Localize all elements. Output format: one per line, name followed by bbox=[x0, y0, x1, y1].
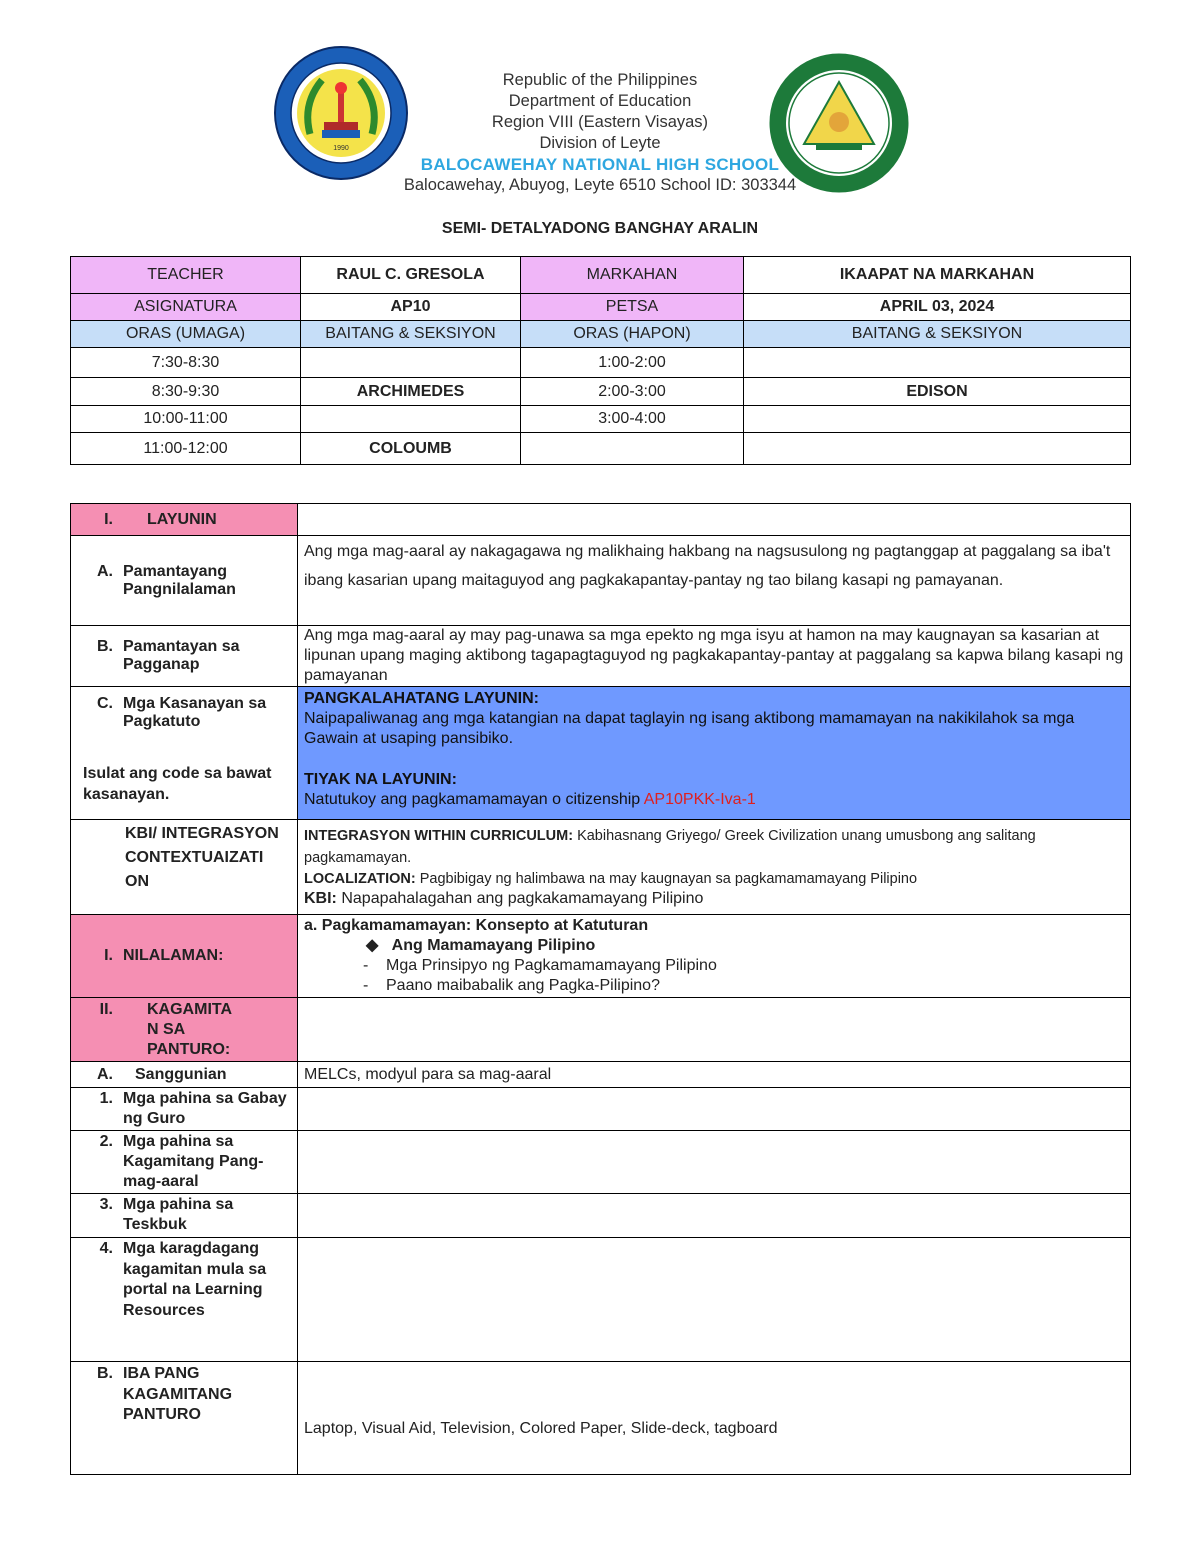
sanggunian-text: MELCs, modyul para sa mag-aaral bbox=[298, 1062, 1131, 1088]
learning-resources-empty bbox=[298, 1238, 1131, 1362]
document-title: SEMI- DETALYADONG BANGHAY ARALIN bbox=[441, 220, 759, 237]
letterhead-line-3: Region VIII (Eastern Visayas) bbox=[491, 113, 709, 131]
gabay-guro-empty bbox=[298, 1088, 1131, 1131]
pamantayang-pangnilalaman-label: A. Pamantayang Pangnilalaman bbox=[71, 536, 298, 626]
col-oras-hapon: ORAS (HAPON) bbox=[521, 321, 744, 348]
gabay-guro-label: 1. Mga pahina sa Gabay ng Guro bbox=[71, 1088, 298, 1131]
competency-code: AP10PKK-Iva-1 bbox=[643, 791, 756, 808]
kagamitang-mag-aaral-label: 2. Mga pahina sa Kagamitang Pang-mag-aaral bbox=[71, 1131, 298, 1194]
am-section: COLOUMB bbox=[301, 433, 521, 465]
pm-time: 2:00-3:00 bbox=[521, 378, 744, 406]
asignatura-label: ASIGNATURA bbox=[71, 294, 301, 321]
petsa-value: APRIL 03, 2024 bbox=[744, 294, 1131, 321]
general-objective-heading: PANGKALAHATANG LAYUNIN: bbox=[304, 690, 539, 707]
kbi-label: KBI/ INTEGRASYON CONTEXTUAIZATI ON bbox=[71, 820, 298, 915]
pamantayan-sa-pagganap-label: B. Pamantayan sa Pagganap bbox=[71, 626, 298, 687]
pm-section bbox=[744, 433, 1131, 465]
am-section bbox=[301, 348, 521, 378]
schedule-row bbox=[71, 378, 1131, 406]
kagamitan-header: II. KAGAMITA N SA PANTURO: bbox=[71, 998, 298, 1062]
specific-objective-text: Natutukoy ang pagkamamamayan o citizenship bbox=[304, 791, 644, 808]
info-table bbox=[70, 256, 1131, 465]
am-time: 11:00-12:00 bbox=[71, 433, 301, 465]
am-time: 7:30-8:30 bbox=[71, 348, 301, 378]
kasanayan-note: Isulat ang code sa bawat kasanayan. bbox=[83, 765, 272, 803]
school-name: BALOCAWEHAY NATIONAL HIGH SCHOOL bbox=[420, 155, 780, 174]
col-baitang-am: BAITANG & SEKSIYON bbox=[301, 321, 521, 348]
pm-time: 3:00-4:00 bbox=[521, 406, 744, 433]
schedule-row bbox=[71, 406, 1131, 433]
svg-text:1990: 1990 bbox=[333, 145, 349, 152]
am-time: 10:00-11:00 bbox=[71, 406, 301, 433]
am-section bbox=[301, 406, 521, 433]
localization-line: LOCALIZATION: Pagbibigay ng halimbawa na may kaugnayan sa pagkamamamayang Pilipino bbox=[304, 871, 918, 887]
layunin-empty bbox=[298, 504, 1131, 536]
col-baitang-pm: BAITANG & SEKSIYON bbox=[744, 321, 1131, 348]
kbi-line: KBI: Napapahalagahan ang pagkakamamayang Pilipino bbox=[304, 890, 704, 907]
markahan-value: IKAAPAT NA MARKAHAN bbox=[744, 257, 1131, 294]
iba-pang-kagamitan-label: B. IBA PANG KAGAMITANG PANTURO bbox=[71, 1362, 298, 1475]
teskbuk-empty bbox=[298, 1194, 1131, 1238]
asignatura-value: AP10 bbox=[301, 294, 521, 321]
specific-objective bbox=[304, 790, 1124, 810]
pamantayang-pangnilalaman-text: Ang mga mag-aaral ay nakagagawa ng malikhaing hakbang na nagsusulong ng pagtanggap at paggalang sa iba't ibang kasarian upang maitaguyod ang pagkakapantay-pantay ng tao bilang kasapi ng pamayanan. bbox=[298, 536, 1131, 626]
kasanayan-content bbox=[298, 687, 1131, 820]
nilalaman-content bbox=[298, 915, 1131, 998]
kagamitang-mag-aaral-empty bbox=[298, 1131, 1131, 1194]
diamond-bullet-icon: ◆ bbox=[366, 937, 379, 954]
general-objective-text: Naipapaliwanag ang mga katangian na dapat taglayin ng isang aktibong mamamayan na nakikilahok sa mga Gawain at usaping pansibiko. bbox=[304, 710, 1075, 747]
schedule-row bbox=[71, 433, 1131, 465]
kbi-content bbox=[298, 820, 1131, 915]
am-section: ARCHIMEDES bbox=[301, 378, 521, 406]
letterhead-line-2: Department of Education bbox=[508, 92, 692, 110]
pm-section bbox=[744, 348, 1131, 378]
integrasyon-line: INTEGRASYON WITHIN CURRICULUM: Kabihasnang Griyego/ Greek Civilization unang umusbong ang salitang pagkamamayan. bbox=[304, 828, 1036, 866]
kasanayan-label: C. Mga Kasanayan sa Pagkatuto Isulat ang code sa bawat kasanayan. bbox=[71, 687, 298, 820]
teskbuk-label: 3. Mga pahina sa Teskbuk bbox=[71, 1194, 298, 1238]
nilalaman-header: I. NILALAMAN: bbox=[71, 915, 298, 998]
kagamitan-empty bbox=[298, 998, 1131, 1062]
teacher-label: TEACHER bbox=[71, 257, 301, 294]
letterhead-line-1: Republic of the Philippines bbox=[502, 71, 698, 89]
pm-time bbox=[521, 433, 744, 465]
specific-objective-heading: TIYAK NA LAYUNIN: bbox=[304, 771, 457, 788]
col-oras-umaga: ORAS (UMAGA) bbox=[71, 321, 301, 348]
iba-pang-kagamitan-text: Laptop, Visual Aid, Television, Colored Paper, Slide-deck, tagboard bbox=[298, 1362, 1131, 1475]
list-item: - Paano maibabalik ang Pagka-Pilipino? bbox=[386, 976, 1124, 996]
learning-resources-label: 4. Mga karagdagang kagamitan mula sa portal na Learning Resources bbox=[71, 1238, 298, 1362]
pamantayan-sa-pagganap-text: Ang mga mag-aaral ay may pag-unawa sa mga epekto ng mga isyu at hamon na may kaugnayan sa kasarian at lipunan upang maging aktibong tagapagtaguyod ng pagkakapantay-pantay at paggalang sa kapwa bilang kasapi ng pamayanan bbox=[298, 626, 1131, 687]
teacher-value: RAUL C. GRESOLA bbox=[301, 257, 521, 294]
markahan-label: MARKAHAN bbox=[521, 257, 744, 294]
pm-section bbox=[744, 406, 1131, 433]
lesson-plan-table bbox=[70, 503, 1131, 1475]
school-address: Balocawehay, Abuyog, Leyte 6510 School ID: 303344 bbox=[403, 176, 797, 194]
schedule-row bbox=[71, 348, 1131, 378]
list-item: - Mga Prinsipyo ng Pagkamamamayang Pilipino bbox=[386, 956, 1124, 976]
nilalaman-subtopic: ◆ Ang Mamamayang Pilipino bbox=[366, 937, 596, 954]
layunin-header: I. LAYUNIN bbox=[71, 504, 298, 536]
letterhead-line-4: Division of Leyte bbox=[539, 134, 661, 152]
letterhead bbox=[0, 70, 1200, 196]
sanggunian-label: A. Sanggunian bbox=[71, 1062, 298, 1088]
petsa-label: PETSA bbox=[521, 294, 744, 321]
am-time: 8:30-9:30 bbox=[71, 378, 301, 406]
nilalaman-topic: a. Pagkamamamayan: Konsepto at Katuturan bbox=[304, 917, 649, 934]
pm-section: EDISON bbox=[744, 378, 1131, 406]
pm-time: 1:00-2:00 bbox=[521, 348, 744, 378]
